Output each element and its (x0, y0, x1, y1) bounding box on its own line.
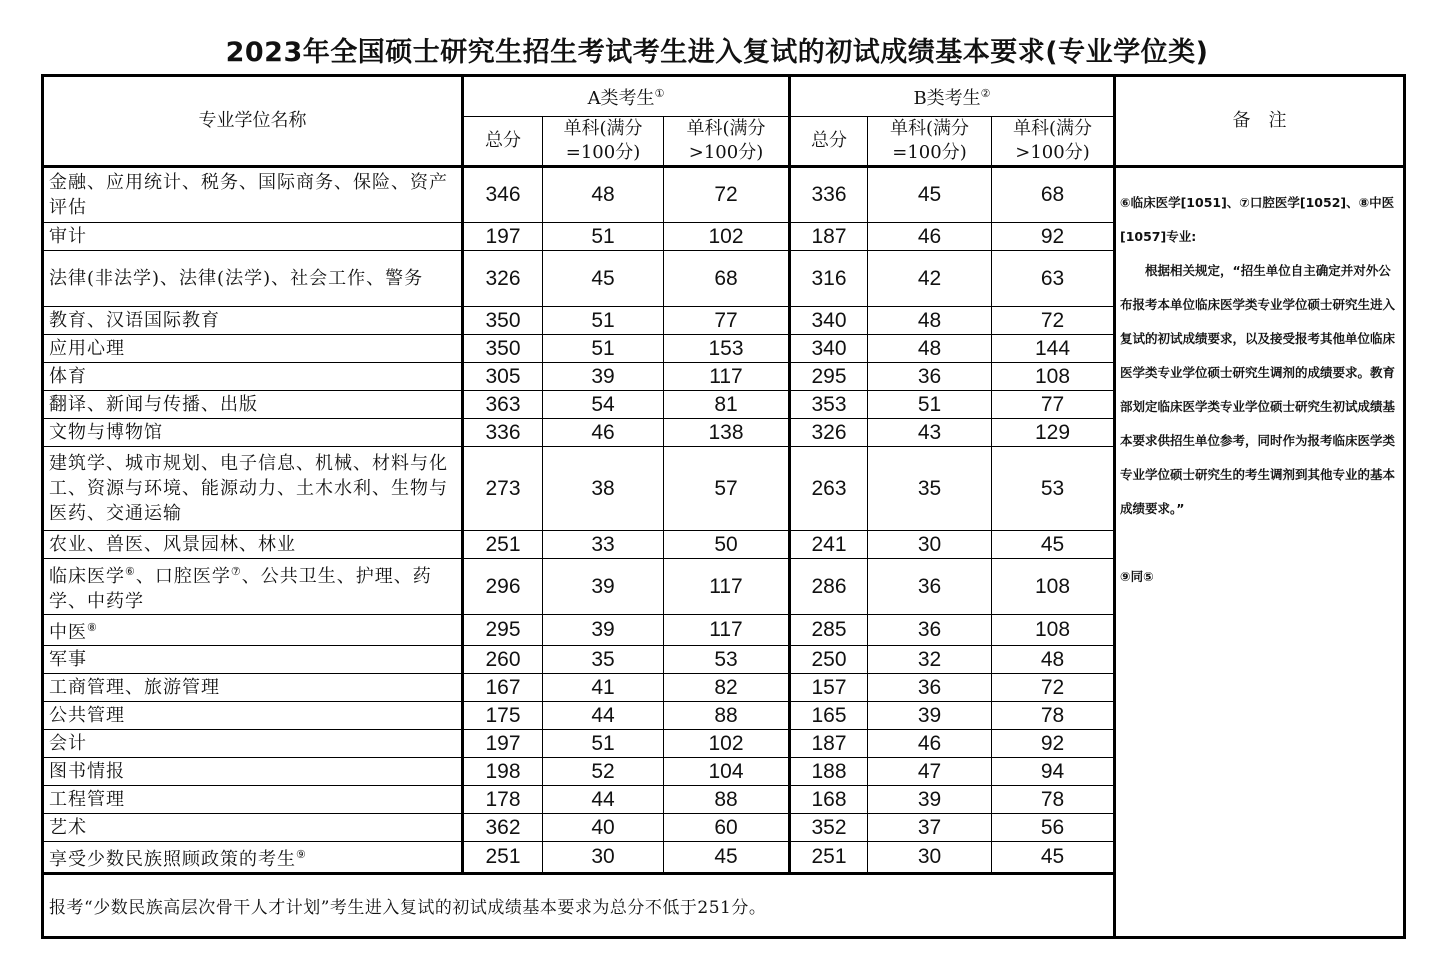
cell-b-sover: 77 (992, 391, 1115, 419)
cell-b-sover: 72 (992, 674, 1115, 702)
cell-b-total: 316 (790, 251, 868, 307)
cell-b-s100: 48 (868, 307, 992, 335)
cell-b-s100: 47 (868, 758, 992, 786)
row-name: 审计 (43, 223, 463, 251)
cell-a-sover: 102 (664, 223, 790, 251)
cell-a-s100: 51 (543, 223, 664, 251)
cell-a-total: 363 (463, 391, 543, 419)
cell-a-s100: 51 (543, 730, 664, 758)
cell-a-sover: 117 (664, 559, 790, 615)
cell-a-s100: 39 (543, 615, 664, 646)
cell-b-s100: 48 (868, 335, 992, 363)
row-name: 应用心理 (43, 335, 463, 363)
cell-a-sover: 53 (664, 646, 790, 674)
header-a-single-over: 单科(满分 >100分) (664, 117, 790, 167)
remark-cell (1115, 167, 1405, 938)
cell-a-s100: 45 (543, 251, 664, 307)
remark-line-2: 根据相关规定，“招生单位自主确定并对外公布报考本单位临床医学类专业学位硕士研究生进入复试的初试成绩要求，以及接受报考其他单位临床医学类专业学位硕士研究生调剂的成绩要求。教育部划定临床医学类专业学位硕士研究生初试成绩基本要求供招生单位参考，同时作为报考临床医学类专业学位硕士研究生的考生调剂到其他专业的基本成绩要求。” (1120, 263, 1396, 516)
cell-a-s100: 35 (543, 646, 664, 674)
cell-b-total: 188 (790, 758, 868, 786)
cell-b-total: 326 (790, 419, 868, 447)
cell-b-total: 352 (790, 814, 868, 842)
page-title: 2023年全国硕士研究生招生考试考生进入复试的初试成绩基本要求(专业学位类) (225, 37, 1209, 68)
cell-b-sover: 53 (992, 447, 1115, 531)
cell-b-total: 340 (790, 307, 868, 335)
header-group-b: B类考生② (790, 76, 1115, 117)
cell-b-sover: 56 (992, 814, 1115, 842)
header-remark: 备 注 (1115, 76, 1405, 167)
cell-a-total: 251 (463, 531, 543, 559)
row-name: 图书情报 (43, 758, 463, 786)
cell-a-s100: 46 (543, 419, 664, 447)
cell-a-sover: 104 (664, 758, 790, 786)
row-name: 工商管理、旅游管理 (43, 674, 463, 702)
header-name: 专业学位名称 (43, 76, 463, 167)
header-b-single-100: 单科(满分 =100分) (868, 117, 992, 167)
cell-b-sover: 108 (992, 615, 1115, 646)
cell-b-sover: 144 (992, 335, 1115, 363)
cell-b-total: 285 (790, 615, 868, 646)
footnote: 报考“少数民族高层次骨干人才计划”考生进入复试的初试成绩基本要求为总分不低于251分。 (43, 874, 1115, 938)
cell-b-total: 286 (790, 559, 868, 615)
cell-a-s100: 39 (543, 363, 664, 391)
cell-a-s100: 52 (543, 758, 664, 786)
cell-b-s100: 51 (868, 391, 992, 419)
cell-b-s100: 32 (868, 646, 992, 674)
cell-a-total: 350 (463, 335, 543, 363)
cell-b-sover: 72 (992, 307, 1115, 335)
cell-b-sover: 92 (992, 730, 1115, 758)
cell-b-s100: 36 (868, 615, 992, 646)
cell-b-total: 165 (790, 702, 868, 730)
cell-a-total: 197 (463, 223, 543, 251)
cell-a-s100: 41 (543, 674, 664, 702)
score-table (41, 74, 1406, 939)
cell-a-s100: 51 (543, 307, 664, 335)
cell-b-total: 340 (790, 335, 868, 363)
cell-b-sover: 78 (992, 702, 1115, 730)
cell-a-sover: 153 (664, 335, 790, 363)
header-group-a: A类考生① (463, 76, 790, 117)
cell-a-total: 305 (463, 363, 543, 391)
cell-a-s100: 44 (543, 786, 664, 814)
cell-b-sover: 45 (992, 531, 1115, 559)
cell-b-s100: 30 (868, 842, 992, 874)
row-name: 金融、应用统计、税务、国际商务、保险、资产评估 (43, 167, 463, 223)
cell-a-sover: 57 (664, 447, 790, 531)
cell-b-total: 187 (790, 223, 868, 251)
cell-a-sover: 50 (664, 531, 790, 559)
cell-b-total: 353 (790, 391, 868, 419)
cell-a-sover: 45 (664, 842, 790, 874)
cell-b-s100: 37 (868, 814, 992, 842)
cell-b-s100: 43 (868, 419, 992, 447)
cell-b-total: 251 (790, 842, 868, 874)
row-name: 翻译、新闻与传播、出版 (43, 391, 463, 419)
cell-b-total: 241 (790, 531, 868, 559)
table-row (43, 167, 1405, 223)
cell-b-s100: 39 (868, 786, 992, 814)
cell-b-s100: 46 (868, 730, 992, 758)
cell-b-s100: 46 (868, 223, 992, 251)
cell-a-total: 296 (463, 559, 543, 615)
row-name: 中医⑧ (43, 615, 463, 646)
cell-a-total: 198 (463, 758, 543, 786)
row-name: 法律(非法学)、法律(法学)、社会工作、警务 (43, 251, 463, 307)
cell-a-total: 197 (463, 730, 543, 758)
cell-a-sover: 77 (664, 307, 790, 335)
header-a-total: 总分 (463, 117, 543, 167)
cell-b-sover: 92 (992, 223, 1115, 251)
cell-b-sover: 78 (992, 786, 1115, 814)
cell-a-total: 350 (463, 307, 543, 335)
cell-a-sover: 82 (664, 674, 790, 702)
cell-b-total: 157 (790, 674, 868, 702)
cell-a-s100: 40 (543, 814, 664, 842)
row-name: 建筑学、城市规划、电子信息、机械、材料与化工、资源与环境、能源动力、土木水利、生物与医药、交通运输 (43, 447, 463, 531)
cell-a-sover: 60 (664, 814, 790, 842)
remark-line-1: ⑥临床医学[1051]、⑦口腔医学[1052]、⑧中医[1057]专业: (1120, 195, 1395, 244)
header-row-1 (43, 76, 1405, 117)
header-b-total: 总分 (790, 117, 868, 167)
cell-a-s100: 38 (543, 447, 664, 531)
cell-a-total: 362 (463, 814, 543, 842)
cell-a-total: 251 (463, 842, 543, 874)
cell-b-sover: 129 (992, 419, 1115, 447)
cell-b-sover: 48 (992, 646, 1115, 674)
row-name: 工程管理 (43, 786, 463, 814)
cell-b-total: 168 (790, 786, 868, 814)
cell-b-sover: 45 (992, 842, 1115, 874)
row-name: 体育 (43, 363, 463, 391)
cell-b-s100: 36 (868, 674, 992, 702)
cell-a-s100: 39 (543, 559, 664, 615)
cell-a-sover: 88 (664, 702, 790, 730)
cell-a-total: 260 (463, 646, 543, 674)
cell-b-sover: 108 (992, 363, 1115, 391)
cell-a-sover: 138 (664, 419, 790, 447)
cell-a-s100: 54 (543, 391, 664, 419)
cell-a-total: 336 (463, 419, 543, 447)
cell-a-sover: 81 (664, 391, 790, 419)
cell-b-s100: 39 (868, 702, 992, 730)
row-name: 教育、汉语国际教育 (43, 307, 463, 335)
header-a-single-100: 单科(满分 =100分) (543, 117, 664, 167)
cell-a-s100: 48 (543, 167, 664, 223)
cell-b-s100: 30 (868, 531, 992, 559)
cell-b-total: 263 (790, 447, 868, 531)
remark-line-3: ⑨同⑤ (1120, 569, 1154, 584)
cell-b-total: 187 (790, 730, 868, 758)
cell-a-s100: 51 (543, 335, 664, 363)
cell-a-sover: 68 (664, 251, 790, 307)
cell-a-sover: 117 (664, 615, 790, 646)
cell-a-total: 326 (463, 251, 543, 307)
cell-b-s100: 35 (868, 447, 992, 531)
cell-a-sover: 88 (664, 786, 790, 814)
row-name: 临床医学⑥、口腔医学⑦、公共卫生、护理、药学、中药学 (43, 559, 463, 615)
cell-a-s100: 44 (543, 702, 664, 730)
cell-a-total: 295 (463, 615, 543, 646)
cell-b-total: 295 (790, 363, 868, 391)
cell-a-total: 178 (463, 786, 543, 814)
row-name: 艺术 (43, 814, 463, 842)
row-name: 农业、兽医、风景园林、林业 (43, 531, 463, 559)
cell-b-s100: 42 (868, 251, 992, 307)
cell-b-sover: 94 (992, 758, 1115, 786)
cell-b-s100: 45 (868, 167, 992, 223)
cell-b-sover: 68 (992, 167, 1115, 223)
header-b-single-over: 单科(满分 >100分) (992, 117, 1115, 167)
cell-a-total: 273 (463, 447, 543, 531)
cell-a-sover: 72 (664, 167, 790, 223)
cell-a-s100: 30 (543, 842, 664, 874)
row-name: 公共管理 (43, 702, 463, 730)
cell-b-total: 250 (790, 646, 868, 674)
row-name: 文物与博物馆 (43, 419, 463, 447)
cell-a-sover: 102 (664, 730, 790, 758)
cell-a-total: 346 (463, 167, 543, 223)
row-name: 会计 (43, 730, 463, 758)
cell-a-total: 167 (463, 674, 543, 702)
cell-a-total: 175 (463, 702, 543, 730)
cell-a-s100: 33 (543, 531, 664, 559)
row-name: 享受少数民族照顾政策的考生⑨ (43, 842, 463, 874)
cell-b-s100: 36 (868, 363, 992, 391)
cell-b-total: 336 (790, 167, 868, 223)
cell-a-sover: 117 (664, 363, 790, 391)
row-name: 军事 (43, 646, 463, 674)
cell-b-sover: 63 (992, 251, 1115, 307)
cell-b-sover: 108 (992, 559, 1115, 615)
cell-b-s100: 36 (868, 559, 992, 615)
